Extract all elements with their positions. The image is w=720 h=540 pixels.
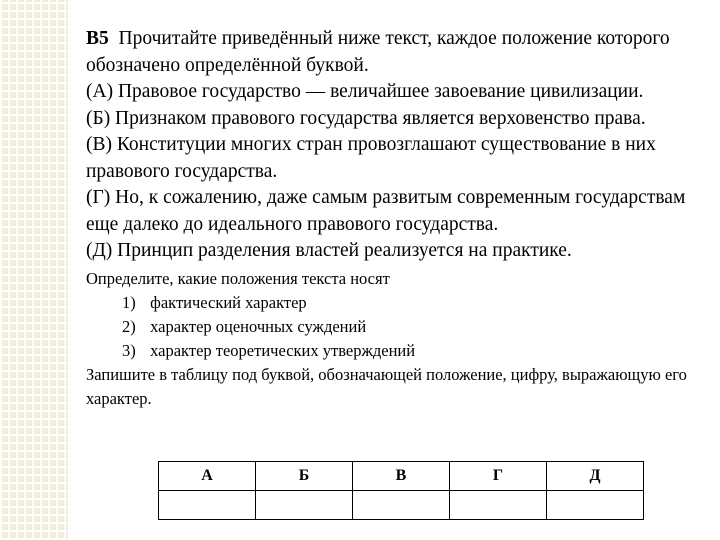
answer-header-row [159, 462, 644, 491]
answer-values-row [159, 491, 644, 520]
decorative-side-pattern [0, 0, 68, 540]
statement-g: (Г) Но, к сожалению, даже самым развитым современным государствам еще далеко до идеального правового государства. [86, 187, 686, 235]
statement-v: (В) Конституции многих стран провозглашают существование в них правового государства. [86, 134, 656, 182]
option-2 [122, 315, 716, 339]
task-question-block [86, 267, 716, 411]
task-intro-text: Прочитайте приведённый ниже текст, каждое положение которого обозначено определённой буквой. [86, 28, 670, 76]
header-d: Д [547, 462, 644, 491]
option-text: характер теоретических утверждений [150, 340, 416, 360]
answer-cell-v[interactable] [353, 491, 450, 520]
option-text: характер оценочных суждений [150, 316, 367, 336]
option-number: 2) [122, 316, 136, 336]
side-divider [68, 0, 71, 540]
header-a: А [159, 462, 256, 491]
header-v: В [353, 462, 450, 491]
option-text: фактический характер [150, 292, 307, 312]
option-1 [122, 291, 716, 315]
answer-cell-a[interactable] [159, 491, 256, 520]
task-question: Определите, какие положения текста носят [86, 268, 390, 288]
option-3 [122, 339, 716, 363]
task-instruction: Запишите в таблицу под буквой, обозначающей положение, цифру, выражающую его характер. [86, 364, 687, 408]
header-b: Б [256, 462, 353, 491]
task-number: В5 [86, 28, 109, 49]
option-number: 3) [122, 340, 136, 360]
statement-d: (Д) Принцип разделения властей реализуется на практике. [86, 240, 572, 261]
header-g: Г [450, 462, 547, 491]
statement-a: (А) Правовое государство — величайшее завоевание цивилизации. [86, 81, 644, 102]
answer-cell-d[interactable] [547, 491, 644, 520]
answer-table [158, 461, 644, 520]
task-content [86, 26, 716, 411]
task-intro [86, 26, 716, 79]
option-number: 1) [122, 292, 136, 312]
answer-cell-b[interactable] [256, 491, 353, 520]
options-list [86, 291, 716, 363]
statement-b: (Б) Признаком правового государства является верховенство права. [86, 107, 646, 129]
task-text [86, 26, 716, 265]
answer-cell-g[interactable] [450, 491, 547, 520]
